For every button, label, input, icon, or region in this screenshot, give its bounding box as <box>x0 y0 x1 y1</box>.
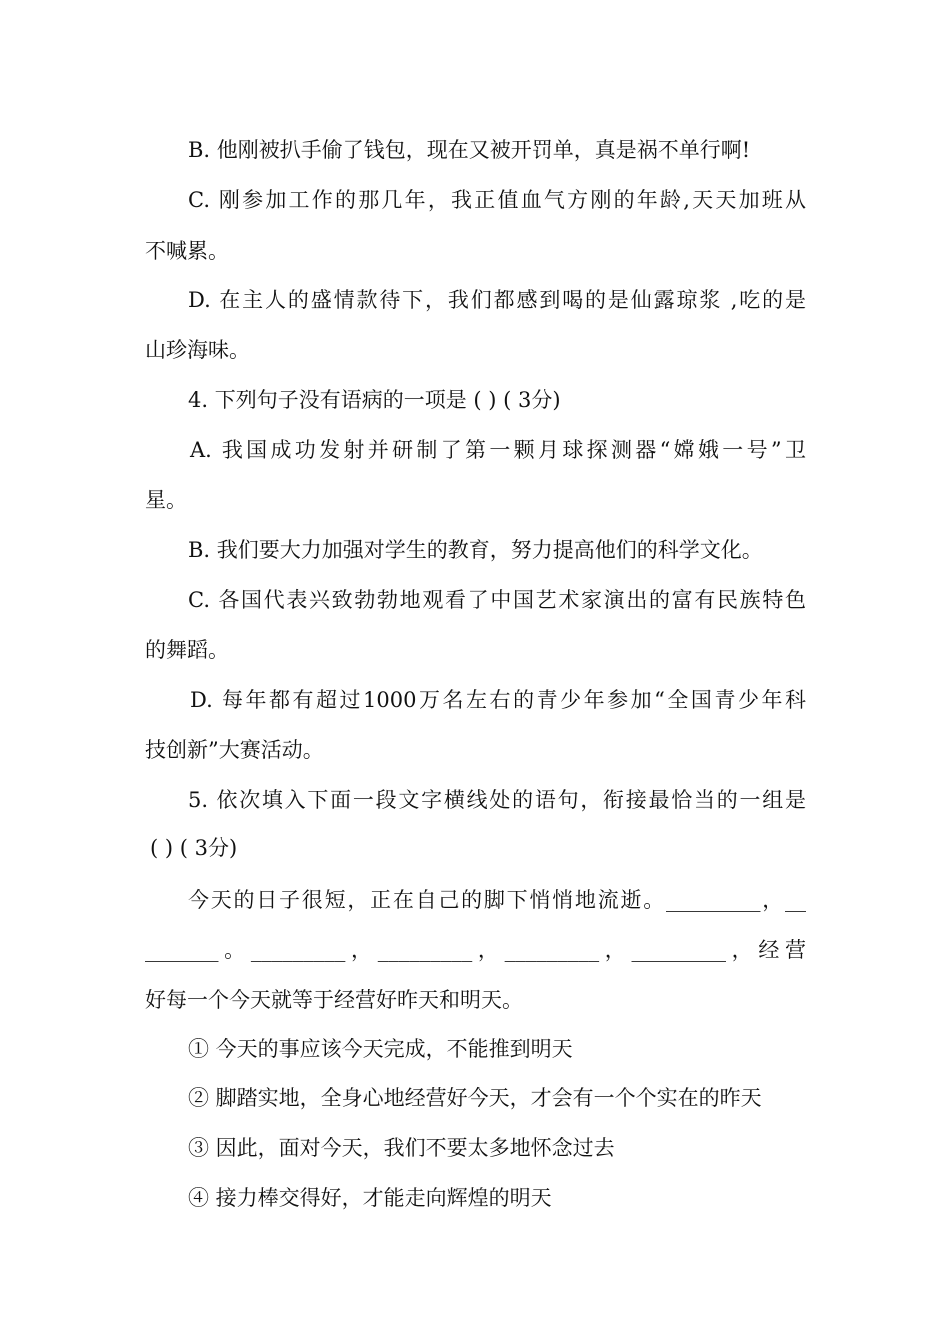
q3-option-c-line1: C. 刚参加工作的那几年，我正值血气方刚的年龄,天天加班从 <box>188 188 806 212</box>
q4-stem: 4. 下列句子没有语病的一项是 ( ) ( 3分) <box>188 388 561 412</box>
q3-option-b: B. 他刚被扒手偷了钱包，现在又被开罚单，真是祸不单行啊! <box>188 138 751 162</box>
q3-option-c-line2: 不喊累。 <box>145 239 229 263</box>
q5-passage-line3: 好每一个今天就等于经营好昨天和明天。 <box>145 988 523 1012</box>
q5-item-1: ① 今天的事应该今天完成，不能推到明天 <box>188 1037 573 1061</box>
q5-passage-line1: 今天的日子很短，正在自己的脚下悄悄地流逝。_________，__ <box>188 888 806 912</box>
q5-stem-line2: ( ) ( 3分) <box>150 836 238 860</box>
q5-item-3: ③ 因此，面对今天，我们不要太多地怀念过去 <box>188 1136 615 1160</box>
q5-item-4: ④ 接力棒交得好，才能走向辉煌的明天 <box>188 1186 552 1210</box>
q4-option-d-line2: 技创新”大赛活动。 <box>145 738 324 762</box>
q4-option-c-line1: C. 各国代表兴致勃勃地观看了中国艺术家演出的富有民族特色 <box>188 588 806 612</box>
q4-option-d-line1: D. 每年都有超过1000万名左右的青少年参加“全国青少年科 <box>190 688 806 712</box>
q4-option-a-line1: A. 我国成功发射并研制了第一颗月球探测器“嫦娥一号”卫 <box>190 438 806 462</box>
q5-passage-line2: _______。_________，_________，_________，_________，经营 <box>145 938 806 962</box>
q4-option-a-line2: 星。 <box>145 488 187 512</box>
q4-option-c-line2: 的舞蹈。 <box>145 638 229 662</box>
q3-option-d-line2: 山珍海味。 <box>145 338 250 362</box>
q3-option-d-line1: D. 在主人的盛情款待下，我们都感到喝的是仙露琼浆 ,吃的是 <box>188 288 806 312</box>
q5-item-2: ② 脚踏实地，全身心地经营好今天，才会有一个个实在的昨天 <box>188 1086 762 1110</box>
q4-option-b: B. 我们要大力加强对学生的教育，努力提高他们的科学文化。 <box>188 538 763 562</box>
q5-stem-line1: 5. 依次填入下面一段文字横线处的语句，衔接最恰当的一组是 <box>188 788 806 812</box>
